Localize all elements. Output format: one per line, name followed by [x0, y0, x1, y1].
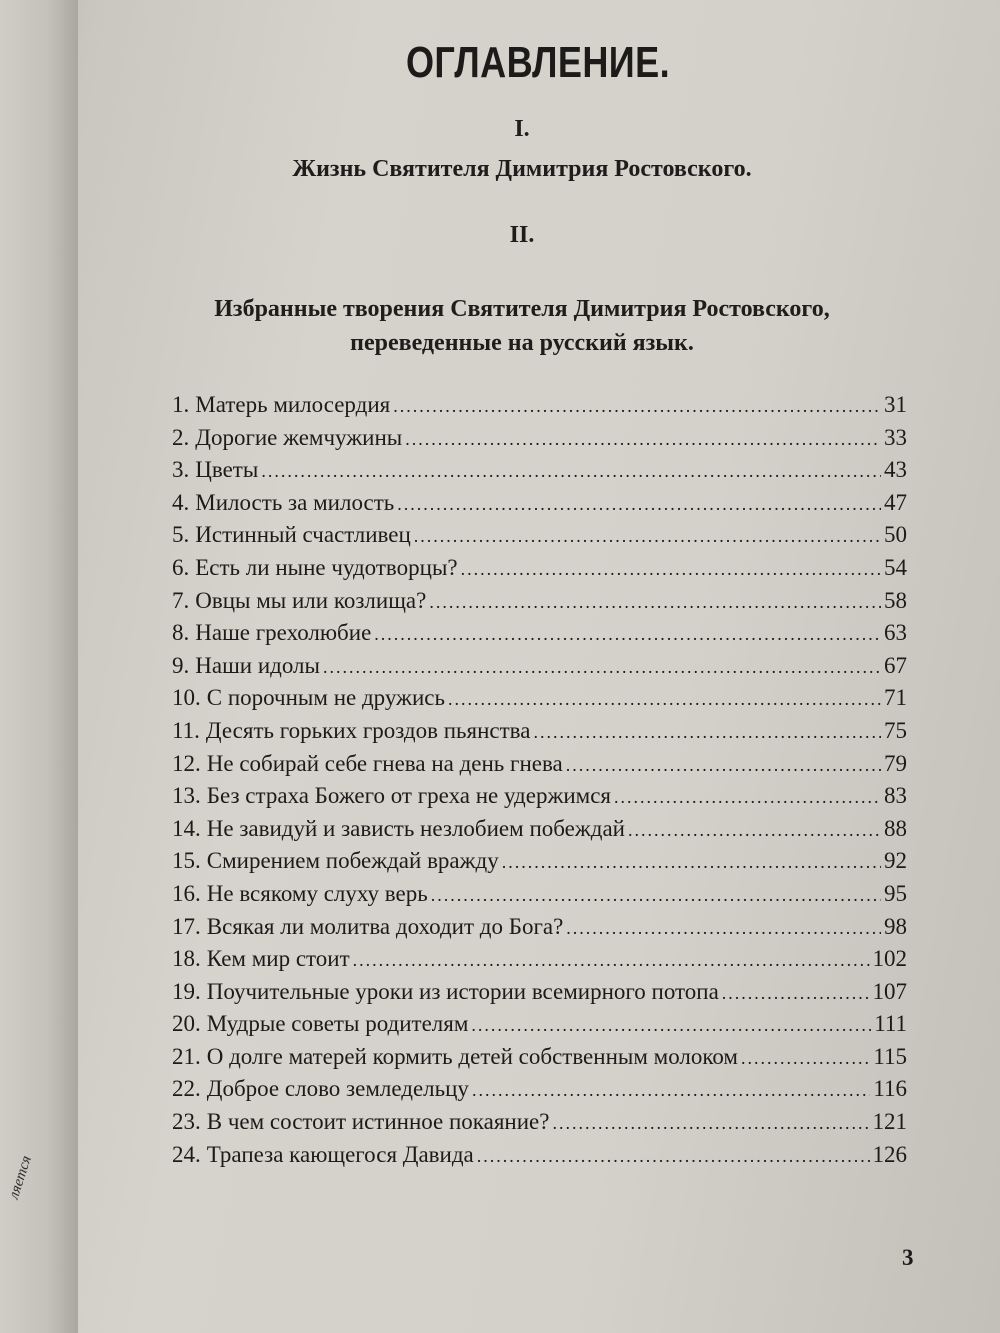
section-2-title-line-1: Избранные творения Святителя Димитрия Ростовского,: [214, 296, 830, 322]
dot-leader: [628, 820, 881, 841]
dot-leader: [722, 983, 870, 1004]
dot-leader: [353, 950, 870, 971]
toc-entry: [172, 914, 907, 947]
toc-entry-number: 7.: [172, 587, 190, 613]
toc-entry: [172, 620, 907, 653]
page-number: 3: [902, 1245, 914, 1270]
toc-entry-title: Не завидуй и зависть незлобием побеждай: [206, 815, 625, 841]
section-2-number: II.: [509, 222, 535, 248]
toc-entry: [172, 457, 907, 490]
toc-entry: [172, 1011, 907, 1044]
toc-entry: [172, 588, 907, 621]
toc-entry-number: 22.: [172, 1076, 201, 1102]
toc-entry-page: 47: [884, 489, 907, 515]
dot-leader: [414, 526, 881, 547]
toc-entry: [172, 946, 907, 979]
toc-entry: [172, 1076, 907, 1109]
toc-entry-title: Кем мир стоит: [206, 946, 350, 972]
toc-entry: [172, 979, 907, 1012]
toc-entry-number: 3.: [172, 457, 190, 483]
toc-entry-title: Истинный счастливец: [195, 522, 411, 548]
toc-entry-title: Смирением побеждай вражду: [206, 848, 499, 874]
toc-entry-number: 13.: [172, 783, 201, 809]
toc-entry-title: Трапеза кающегося Давида: [206, 1141, 474, 1167]
toc-entry-page: 50: [884, 522, 907, 548]
toc-entry-title: Овцы мы или козлища?: [195, 587, 427, 613]
dot-leader: [429, 592, 881, 613]
section-1-number: I.: [514, 116, 530, 142]
toc-entry-number: 24.: [172, 1141, 201, 1167]
dot-leader: [397, 494, 881, 515]
toc-entry-page: 98: [884, 913, 907, 939]
toc-entry-page: 107: [872, 978, 907, 1004]
toc-entry-page: 83: [884, 783, 907, 809]
toc-entry-page: 43: [884, 457, 907, 483]
toc-entry: [172, 522, 907, 555]
dot-leader: [471, 1015, 871, 1036]
toc-entry: [172, 881, 907, 914]
toc-entry-title: Милость за милость: [195, 489, 395, 515]
toc-entry-page: 126: [872, 1141, 907, 1167]
toc-entry-number: 21.: [172, 1043, 201, 1069]
toc-entry-number: 17.: [172, 913, 201, 939]
page-heading: ОГЛАВЛЕНИЕ.: [405, 38, 671, 87]
toc-entry-title: С порочным не дружись: [206, 685, 445, 711]
toc-entry-title: Наши идолы: [195, 652, 320, 678]
toc-entry-title: Без страха Божего от греха не удержимся: [206, 783, 611, 809]
toc-entry-page: 63: [884, 620, 907, 646]
dot-leader: [741, 1048, 870, 1069]
toc-entry-page: 121: [872, 1109, 907, 1135]
toc-entry-page: 88: [884, 815, 907, 841]
toc-entry: [172, 685, 907, 718]
toc-entry-number: 2.: [172, 424, 190, 450]
binding-gutter: [0, 0, 78, 1333]
toc-entry-page: 116: [873, 1076, 907, 1102]
toc-entry: [172, 425, 907, 458]
toc-entry-page: 111: [874, 1011, 907, 1037]
toc-entry: [172, 1109, 907, 1142]
toc-entry-number: 15.: [172, 848, 201, 874]
toc-entry-number: 23.: [172, 1109, 201, 1135]
toc-entry-number: 11.: [172, 717, 200, 743]
toc-entry-title: Наше грехолюбие: [195, 620, 372, 646]
toc-entry-title: Всякая ли молитва доходит до Бога?: [206, 913, 564, 939]
dot-leader: [614, 787, 881, 808]
toc-entry-page: 67: [884, 652, 907, 678]
dot-leader: [431, 885, 881, 906]
toc-entry: [172, 848, 907, 881]
dot-leader: [393, 396, 881, 417]
dot-leader: [477, 1146, 870, 1167]
toc-entry-number: 10.: [172, 685, 201, 711]
toc-entry-title: Не всякому слуху верь: [206, 880, 428, 906]
toc-entry: [172, 392, 907, 425]
toc-entry-page: 79: [884, 750, 907, 776]
toc-entry-number: 4.: [172, 489, 190, 515]
dot-leader: [261, 461, 881, 482]
toc-entry-title: Есть ли ныне чудотворцы?: [195, 554, 458, 580]
dot-leader: [448, 689, 881, 710]
dot-leader: [374, 624, 881, 645]
toc-entry-number: 16.: [172, 880, 201, 906]
toc-entry-title: Дорогие жемчужины: [195, 424, 403, 450]
toc-entry-number: 5.: [172, 522, 190, 548]
previous-page-fragment: ляется: [6, 1153, 35, 1201]
dot-leader: [405, 429, 881, 450]
toc-entry-page: 31: [884, 392, 907, 417]
toc-entry-page: 58: [884, 587, 907, 613]
toc-entry-number: 12.: [172, 750, 201, 776]
toc-entry-page: 75: [884, 717, 907, 743]
toc-entry-page: 71: [884, 685, 907, 711]
toc-entry-number: 20.: [172, 1011, 201, 1037]
dot-leader: [533, 722, 881, 743]
toc-entry: [172, 816, 907, 849]
toc-entry: [172, 718, 907, 751]
toc-entry: [172, 1142, 907, 1175]
toc-entry-number: 9.: [172, 652, 190, 678]
toc-entry-number: 1.: [172, 392, 190, 417]
toc-entry-page: 95: [884, 880, 907, 906]
toc-entry: [172, 783, 907, 816]
toc-entry-page: 102: [872, 946, 907, 972]
toc-entry: [172, 751, 907, 784]
toc-entry-title: В чем состоит истинное покаяние?: [206, 1109, 550, 1135]
toc-entry-title: О долге матерей кормить детей собственным молоком: [206, 1043, 738, 1069]
toc-entry-title: Десять горьких гроздов пьянства: [205, 717, 531, 743]
toc-entry-title: Не собирай себе гнева на день гнева: [206, 750, 563, 776]
toc-entry: [172, 490, 907, 523]
toc-entry-number: 6.: [172, 554, 190, 580]
section-1-title: Жизнь Святителя Димитрия Ростовского.: [292, 156, 752, 182]
toc-entry-number: 19.: [172, 978, 201, 1004]
toc-entry-page: 115: [873, 1043, 907, 1069]
toc-entry-title: Мудрые советы родителям: [206, 1011, 469, 1037]
section-2-title-line-2: переведенные на русский язык.: [350, 330, 694, 356]
toc-entry-page: 54: [884, 554, 907, 580]
toc-entry-page: 92: [884, 848, 907, 874]
dot-leader: [566, 755, 881, 776]
toc-entry-title: Цветы: [195, 457, 259, 483]
toc-entry: [172, 653, 907, 686]
dot-leader: [461, 559, 881, 580]
toc-entry-page: 33: [884, 424, 907, 450]
dot-leader: [472, 1080, 870, 1101]
dot-leader: [552, 1113, 869, 1134]
dot-leader: [323, 657, 881, 678]
toc-entry-title: Матерь милосердия: [195, 392, 391, 417]
toc-entry-number: 8.: [172, 620, 190, 646]
toc-entry: [172, 1044, 907, 1077]
toc-entry-title: Поучительные уроки из истории всемирного потопа: [206, 978, 719, 1004]
table-of-contents: [172, 392, 907, 1174]
toc-entry-title: Доброе слово земледельцу: [206, 1076, 469, 1102]
toc-entry: [172, 555, 907, 588]
toc-entry-number: 14.: [172, 815, 201, 841]
dot-leader: [566, 918, 881, 939]
toc-entry-number: 18.: [172, 946, 201, 972]
dot-leader: [502, 852, 881, 873]
